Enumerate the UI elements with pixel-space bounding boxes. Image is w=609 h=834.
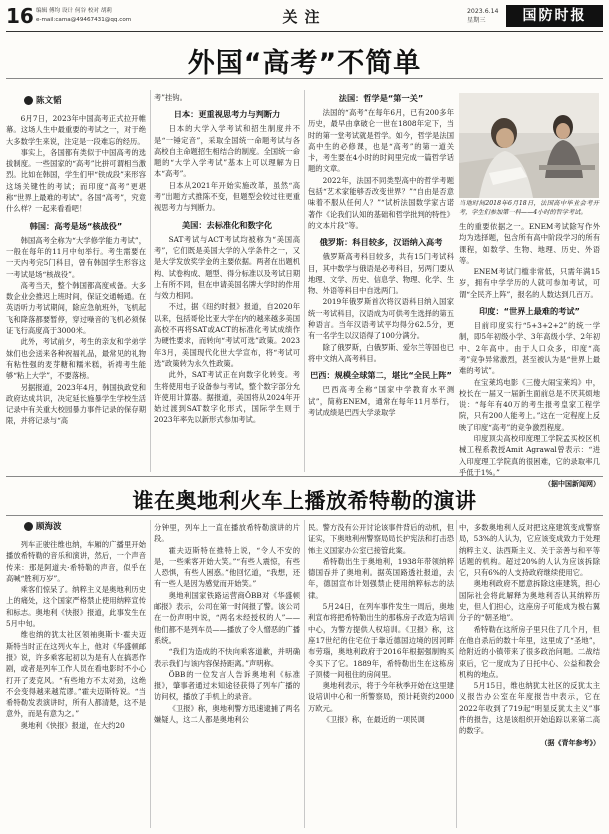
author-icon bbox=[24, 522, 33, 531]
paragraph: 5月24日，在列车事件发生一周后，奥地利宣布将把希特勒出生的那栋房子改造为培训中心，为警方提供人权培训。《卫报》称，这座17世纪的住宅位于靠近德国边境的因河畔布劳瑙，奥地利政府于2016年根据强制购买令买下了它。1889年，希特勒出生在这栋房子顶楼一间租住的房间里。 bbox=[308, 602, 454, 679]
article-column bbox=[459, 221, 600, 491]
paragraph: 2022年，法国不同类型高中的哲学考题包括“艺术家能够否改变世界？”“自由是否意味着不服从任何人？”“试析法国数学家古诺著作《论我们认知的基础和哲学批判的特性》的文本片段”等。 bbox=[308, 175, 454, 230]
paragraph: 韩国高考全称为“大学修学能力考试”，一般在每年的11月中旬举行。考生需要在一天内考完5门科目，曾有韩国学生形容这一考试是场“核战役”。 bbox=[6, 235, 146, 279]
section-subheading: 韩国：高考是场“核战役” bbox=[29, 220, 123, 231]
paragraph: 此外，SAT考试正在向数字化转变。考生将使用电子设备参与考试，整个数字部分允许使用计算器。据报道，美国将从2024年开始过渡到SAT数字化形式，国际学生则于2023年率先以新形式参加考试。 bbox=[154, 370, 300, 425]
section-subheading: 印度：“世界上最难的考试” bbox=[479, 306, 580, 317]
author-name: 顾海波 bbox=[36, 522, 62, 532]
exam-hall-photo bbox=[459, 93, 599, 198]
newspaper-masthead: 国防时报 bbox=[506, 5, 603, 27]
paragraph: 列车正驶往维也纳，车厢的广播里开始播放希特勒的音乐和演讲，然后，一个声音传来：那是阿道夫·希特勒的声音，似乎在高喊“胜利万岁”。 bbox=[6, 540, 146, 583]
source-credit: （据中国新闻网） bbox=[544, 480, 600, 489]
article-column bbox=[459, 522, 600, 749]
paragraph: 乘客们惊呆了。纳粹主义是奥地利历史上的痛处，这个国家严格禁止使用纳粹宣传和标志。奥地利《快报》报道，此事发生在5月中旬。 bbox=[6, 585, 146, 629]
byline bbox=[24, 94, 62, 106]
article-column bbox=[154, 522, 300, 725]
paragraph: 2019年俄罗斯首次将汉语科目纳入国家统一考试科目，汉语成为可供考生选择的第五种语言。当年汉语考试平均得分62.5分，更有一名学生以汉语得了100分满分。 bbox=[308, 297, 454, 341]
paragraph: 法国的“高考”在每年6月，已有200多年历史，最早由拿破仑一世在1808年定下，当时的第一堂考试就是哲学。如今，哲学是法国高中生的必修课，也是“高考”的第一道关卡，考生要在4小时的时间里完成一篇哲学话题的文章。 bbox=[308, 108, 454, 174]
page-header bbox=[6, 4, 603, 32]
paragraph: 奥地利《快报》报道，在大约20 bbox=[20, 720, 125, 730]
paragraph: 此外，考试前夕，考生的亲友和学弟学妹们也会送来各种祝福礼品，最常见的礼物有粘性强的麦芽糖和糯米糕，祈祷考生能够“粘上大学”，不要落榜。 bbox=[6, 337, 146, 381]
paragraph: ENEM考试门槛非常低，只需年满15岁，拥有中学学历的人就可参加考试，可谓“全民齐上阵”，报名的人数达到几百万。 bbox=[459, 267, 600, 299]
paragraph: 印度顶尖高校印度理工学院孟买校区机械工程系教授Amit Agrawal曾表示：“进入印度理工学院真的很困难，它的录取率几乎低于1%。” bbox=[459, 434, 600, 477]
section-subheading: 巴西：规模全球第二，堪比“全民上阵” bbox=[310, 370, 452, 381]
students-exam-photo bbox=[459, 93, 599, 198]
column-divider bbox=[304, 520, 305, 828]
paragraph: 考”挂钩。 bbox=[154, 93, 187, 102]
article-column bbox=[308, 92, 454, 418]
weekday-text: 星期三 bbox=[467, 17, 486, 24]
photo-caption: 当地时间2018年6月18日，法国高中毕业会考开考，学生们参加第一科——4小时的哲学考试。 bbox=[459, 200, 599, 216]
paragraph: ÖBB的一位发言人告诉奥地利《标准报》，肇事者通过未知途径获得了列车广播的访问权，播放了手机上的录音。 bbox=[154, 669, 300, 702]
paragraph: 希特勒在这所房子里只住了几个月，但在他自杀后的数十年里，这里成了“圣地”，给附近的小镇带来了很多政治问题。二战结束后，它一度成为了日托中心、公益和教会机构的地点。 bbox=[459, 624, 600, 679]
article-column bbox=[6, 539, 146, 731]
paragraph: SAT考试与ACT考试均被称为“美国高考”，它们既是美国大学的入学条件之一，又是大学发放奖学金的主要依据。两者在出题机构、试卷构成、题型、得分标准以及考试日期上有所不同，但在申请美国名牌大学时的作用与效力相同。 bbox=[154, 234, 300, 301]
paragraph: 奥地利表示，将于今年秋季开始在这里建设培训中心和一所警察局，预计耗资约2000万欧元。 bbox=[308, 681, 454, 713]
paragraph: 在宝莱坞电影《三傻大闹宝莱坞》中，校长在一届又一届新生面前总是不厌其烦地说：“每年有40万的考生报考皇家工程学院，只有200人能考上。”这在一定程度上反映了印度“高考”的竞争激烈程度。 bbox=[459, 377, 600, 432]
paragraph: 中，多数奥地利人反对把这座建筑变成警察局，53%的人认为，它应该变成致力于处理纳粹主义、法西斯主义、关于亲善与和平等话题的机构。超过20%的人认为应该拆除它，只有6%的人支持政府继续使用它。 bbox=[459, 523, 600, 578]
paragraph: 日本从2021年开始实施改革，虽然“高考”出题方式推陈不变，但题型会较过往更重视思考力与判断力。 bbox=[154, 180, 300, 213]
paragraph: 霍夫迈斯特在推特上说，“令人不安的是，一些乘客开始大笑。”“有些人震惊，有些人恐惧，有些人困惑。”他回忆道，“我想，还有一些人是因为感觉而开始笑。” bbox=[154, 545, 300, 589]
date-text: 2023.6.14 bbox=[467, 8, 499, 15]
article-headline: 谁在奥地利火车上播放希特勒的演讲 bbox=[132, 489, 477, 513]
editor-email: e-mail:cama@49467431@qq.com bbox=[36, 17, 132, 23]
column-divider bbox=[150, 90, 151, 472]
paragraph: 分钟里，列车上一直在播放希特勒演讲的片段。 bbox=[154, 523, 300, 544]
paragraph: 日本的大学入学考试和招生制度并不是“一锤定音”，采取全国统一命题考试与各高校自主命题招生相结合的制度。全国统一命题的“大学入学考试”基本上可以理解为日本“高考”。 bbox=[154, 124, 300, 179]
paragraph: 事实上，各国都有类似于中国高考的选拔制度。一些国家的“高考”比拼可谓相当激烈。比如在韩国，学生们甲“铁成段”来形容这场关键性的考试；而印度“高考”更堪称“世界上最难的考试”。各国“高考”，究竟什么样？一起来看看吧！ bbox=[6, 147, 146, 214]
section-title: 关注 bbox=[282, 8, 327, 26]
paragraph: “我们为造成的不快向乘客道歉，并明确表示我们与该内容保持距离。”声明称。 bbox=[154, 647, 300, 668]
issue-date bbox=[467, 7, 499, 25]
section-subheading: 法国：哲学是“第一关” bbox=[338, 93, 424, 103]
paragraph: 俄罗斯高考科目较多，共有15门考试科目，其中数学与俄语是必考科目，另两门要从地理、文学、历史、信息学、物理、化学、生物、外语等科目中自选两门。 bbox=[308, 252, 454, 296]
paragraph: 民。警方没有公开讨论该事件背后的动机，但证实，下奥地利州警察局局长护宪法和打击恐怖主义国家办公室已接管此案。 bbox=[308, 523, 454, 555]
article-headline: 外国“高考”不简单 bbox=[187, 48, 422, 79]
paragraph: 除了俄罗斯，白俄罗斯、爱尔兰等国也已将中文纳入高考科目。 bbox=[308, 342, 454, 363]
section-subheading: 俄罗斯：科目较多，汉语纳入高考 bbox=[319, 237, 443, 248]
paragraph: 不过，据《纽约时报》报道，自2020年以来，包括哥伦比亚大学在内的越来越多美国高校不再将SAT或ACT的标准化考试成绩作为硬性要求，而转向“考试可选”政策。2023年3月，美国现代化世大学宣布，将“考试可选”政策转为永久性政策。 bbox=[154, 302, 300, 368]
paragraph: 另据报道，2023年4月，韩国执政党和政府达成共识，决定延长施暴学生学校生活记录中有关重大校园暴力事件记录的保存期限，并将记录与“高 bbox=[6, 382, 146, 426]
paragraph: 目前印度实行“5+3+2+2”的统一学制，即5年初级小学、3年高级小学、2年初中、2年高中。由于人口众多，印度“高考”竞争异常激烈，甚至被认为是“世界上最难的考试”。 bbox=[459, 321, 600, 376]
column-divider bbox=[150, 520, 151, 828]
page-number: 16 bbox=[6, 4, 34, 28]
paragraph: 《卫报》称，在最近的一项民调 bbox=[322, 715, 425, 725]
paragraph: 维也纳的犹太社区领袖奥斯卡·霍夫迈斯特当时正在这列火车上，他对《华盛顿邮报》说，许多乘客起初以为是有人在搞恶作剧，或者是列车工作人员在看电影时不小心打开了麦克风。“有些地方不太对劲，这绝不会变得越来越荒谬。”霍夫迈斯特说。“当希特勒发表演讲时，所有人都清楚，这不是意外，而是有意为之。” bbox=[6, 630, 146, 719]
paragraph: 5月15日，维也纳犹太社区的反犹太主义报告办公室在年度报告中表示，它在2022年收到了719起“明显反犹太主义”事件的报告，这是该组织开始追踪以来第二高的数字。 bbox=[459, 681, 600, 736]
editor-line: 编辑 傅均 设计 何谷 校对 胡莉 bbox=[36, 8, 113, 14]
section-subheading: 美国：去标准化和数字化 bbox=[181, 219, 273, 230]
paragraph: 奥地利政府不愿意拆除这座建筑，担心国际社会将此解释为奥地利否认其纳粹历史，但人们担心，这座房子可能成为极右翼分子的“朝圣地”。 bbox=[459, 579, 600, 623]
source-credit: （据《青年参考》） bbox=[540, 738, 600, 747]
section-subheading: 日本：更重视思考力与判断力 bbox=[173, 109, 281, 120]
paragraph: 奥地利国家铁路运营商ÖBB对《华盛顿邮报》表示，公司在第一时间报了警。该公司在一份声明中说，“两名未经授权的人”——他们都不是列车员——播放了令人憎恶的广播系统。 bbox=[154, 590, 300, 645]
paragraph: 《卫报》称，奥地利警方迅速逮捕了两名嫌疑人，这二人都是奥地利公 bbox=[154, 703, 300, 725]
divider bbox=[6, 515, 603, 516]
article-column bbox=[308, 522, 454, 725]
author-name: 陈文韬 bbox=[36, 96, 62, 106]
column-divider bbox=[304, 90, 305, 472]
paragraph: 6月7日，2023年中国高考正式拉开帷幕。这场人生中最重要的考试之一，对于绝大多数学生来说，注定是一段难忘的经历。 bbox=[6, 114, 146, 146]
paragraph: 希特勒出生于奥地利，1938年带领纳粹德国吞并了奥地利。据英国路透社报道，去年，德国宣布计划强禁止使用纳粹标志的法律。 bbox=[308, 556, 454, 600]
paragraph: 生的重要依据之一。ENEM考试除写作外均为选择题，包含所有高中阶段学习的所有课程，如数学、生物、地理、历史、外语等。 bbox=[459, 222, 600, 265]
paragraph: 高考当天，整个韩国都高度戒备。大多数企业会推迟上班时间，保证交通畅通。在英语听力考试期间，除应急航班外，飞机起飞和降落都要暂停，穿过噪音的飞机必须保证飞行高度高于3000米。 bbox=[6, 280, 146, 336]
byline bbox=[24, 520, 62, 532]
column-divider bbox=[456, 520, 457, 828]
divider bbox=[6, 476, 603, 477]
article-column bbox=[6, 113, 146, 427]
divider bbox=[6, 78, 603, 79]
paragraph: 巴西高考全称“国家中学教育水平测试”，简称ENEM，通常在每年11月举行，考试成绩是巴西大学录取学 bbox=[308, 385, 454, 417]
author-icon bbox=[24, 96, 33, 105]
article-column bbox=[154, 92, 300, 426]
